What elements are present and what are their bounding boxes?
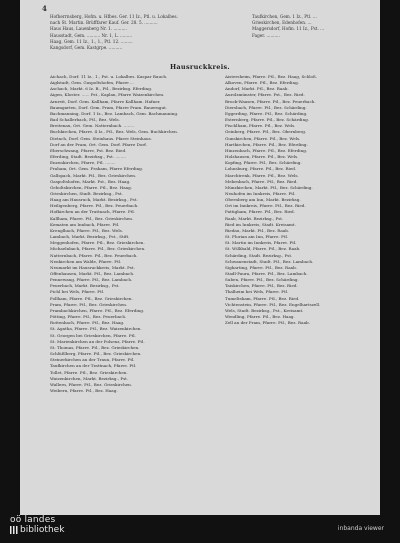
register-entry: Aistersheim, Pfarre. Ptl., Bez. Haag, Schloß. xyxy=(225,74,318,79)
register-entry: Arnreit, Dorf. Gem. Kallham, Pfarre Kallham. Hafner. xyxy=(50,98,161,104)
library-logo xyxy=(10,515,64,535)
top-entry: Hausstadt, Gem. .......... Nr. 1, L. ......... xyxy=(50,32,133,38)
register-entry: St. Florian am Inn, Pfarre. Ptl. xyxy=(225,234,289,240)
register-entry: Eferding, Stadt. Bezirksg., Pst. ........ xyxy=(50,154,126,160)
top-entry: Hofherrnsberg, Hofm. u. Hfbes. Ger. 11 Iz., Ptl. u. Lokalbes. xyxy=(50,14,178,19)
right-column xyxy=(225,74,373,326)
register-entry: Aichach, Dorf. 11 Iz., 1., Pst. u. Lokalbes. Kaspar Rauch. xyxy=(50,74,168,79)
register-entry: Enzenkirchen, Pfarre, Ptl. ........ xyxy=(50,160,116,166)
top-right-entries xyxy=(252,14,378,39)
register-entry: Wels, Stadt. Bezirksg., Pst., Kreisamt. xyxy=(225,307,304,313)
register-entry: Eggerding, Pfarre. Ptl., Bez. Schärding. xyxy=(225,110,308,116)
register-entry: Baumgarten, Dorf. Gem. Pram, Pfarre Pram. Bauerngut. xyxy=(50,104,168,110)
register-entry: Eberschwang, Pfarre, Pst. Bez. Ried. xyxy=(50,147,127,153)
register-entry: Weibern, Pfarre. Ptl., Bez. Haag. xyxy=(50,387,118,393)
register-entry: Krenglbach, Pfarre. Ptl., Bez. Wels. xyxy=(50,227,124,233)
top-entry: Maggersdorf, Hofm. 11 Iz., Pst. ... xyxy=(252,26,325,32)
register-entry: Lambach, Markt. Bezirksg., Pst., Stift. xyxy=(50,234,130,240)
register-entry: Lohnsburg, Pfarre. Ptl., Bez. Ried. xyxy=(225,166,297,172)
register-entry: Raab, Markt. Bezirksg., Pst. xyxy=(225,215,284,221)
register-entry: Kematen am Innbach, Pfarre. Ptl. xyxy=(50,221,120,227)
register-entry: Bruck-Waasen, Pfarre. Ptl., Bez. Peuerbach. xyxy=(225,98,316,104)
register-entry: Ried im Innkreis, Stadt. Kreisamt. xyxy=(225,221,296,227)
register-entry: Offenhausen, Markt. Ptl., Bez. Lambach. xyxy=(50,271,135,276)
register-entry: Alkoven, Pfarre. Ptl., Bez. Eferding. xyxy=(225,80,300,86)
register-entry: Pollham, Pfarre. Ptl., Bez. Grieskirchen. xyxy=(50,295,133,301)
register-entry: Bachmanning, Dorf. 1 Iz., Bez. Lambach, Gem. Bachmanning. xyxy=(50,110,179,116)
register-entry: Hartkirchen, Pfarre. Ptl., Bez. Eferding. xyxy=(225,141,308,147)
register-entry: Breitenau, Ort. Gem. Natternbach. ........ xyxy=(50,123,135,129)
register-entry: Neumarkt im Hausruckkreis, Markt. Pst. xyxy=(50,264,135,270)
register-entry: Pram, Pfarre. Ptl., Bez. Grieskirchen. xyxy=(50,301,128,307)
register-entry: Grieskirchen, Stadt. Bezirksg., Pst. xyxy=(50,190,123,196)
register-entry: Dietach, Dorf. Gem. Steinhaus. Pfarre Steinhaus. xyxy=(50,135,153,141)
register-entry: Obernberg am Inn, Markt. Bezirksg. xyxy=(225,197,301,203)
register-entry: Peuerbach, Markt. Bezirksg., Pst. xyxy=(50,283,120,289)
register-entry: Buchkirchen, Pfarre. 4 Iz., Ptl., Bez. Wels, Gem. Buchkirchen. xyxy=(50,129,179,135)
logo-mark-icon xyxy=(10,526,18,534)
top-entry: Fager. .......... xyxy=(252,32,280,38)
register-entry: Gunskirchen, Pfarre. Ptl., Bez. Wels. xyxy=(225,135,301,141)
register-entry: Neukirchen am Walde, Pfarre. Ptl. xyxy=(50,258,122,264)
register-entry: Wallern, Pfarre. Ptl., Bez. Grieskirchen. xyxy=(50,381,133,387)
register-entry: St. Martin im Innkreis, Pfarre. Ptl. xyxy=(225,240,297,246)
register-entry: Steinerkirchen an der Traun, Pfarre. Ptl. xyxy=(50,357,135,363)
top-entry: Grieskirchen, Edenhofen. ... xyxy=(252,20,312,26)
register-entry: Thalheim bei Wels, Pfarre. Ptl. xyxy=(225,289,289,295)
register-entry: Suben, Pfarre. Ptl., Bez. Schärding. xyxy=(225,277,299,283)
register-entry: Marchtrenk, Pfarre. Ptl., Bez. Wels. xyxy=(225,172,299,178)
register-entry: Schwanenstadt, Stadt. Ptl., Bez. Lambach. xyxy=(225,258,314,264)
register-entry: Diersbach, Pfarre. Ptl., Bez. Schärding. xyxy=(225,104,307,110)
top-entry: nach St. Martin. Brüfffarer Kauf. Ger. 28. 5. .......... xyxy=(50,20,158,26)
register-entry: Tumeltsham, Pfarre. Ptl., Bez. Ried. xyxy=(225,295,300,301)
register-entry: Kopfing, Pfarre. Ptl., Bez. Schärding. xyxy=(225,160,302,166)
register-entry: Wendling, Pfarre. Ptl., Bez. Haag. xyxy=(225,314,295,320)
register-entry: Rottenbach, Pfarre. Ptl., Bez. Haag. xyxy=(50,320,125,326)
register-entry: Neuhofen im Innkreis, Pfarre. Ptl. xyxy=(225,190,296,196)
register-entry: Stadl-Paura, Pfarre. Ptl., Bez. Lambach. xyxy=(225,271,308,276)
register-entry: Aurolzmünster, Pfarre. Pst., Bez. Ried. xyxy=(225,92,305,98)
register-entry: Taiskirchen, Pfarre. Ptl., Bez. Ried. xyxy=(225,283,298,289)
document-page xyxy=(20,0,380,515)
register-entry: Holzhausen, Pfarre. Ptl., Bez. Wels. xyxy=(225,154,299,160)
register-entry: St. Agatha, Pfarre. Ptl., Bez. Waizenkirchen. xyxy=(50,326,142,332)
register-entry: Meggenhofen, Pfarre. Ptl., Bez. Grieskirchen. xyxy=(50,240,145,246)
top-entry: Kangsdorf, Gem. Kastgrpe. .......... xyxy=(50,45,123,51)
register-entry: Sigharting, Pfarre. Ptl., Bez. Raab. xyxy=(225,264,298,270)
register-entry: Gaspoltshofen, Markt. Pst., Bez. Haag. xyxy=(50,178,131,184)
logo-line2-wrap xyxy=(10,525,64,535)
register-entry: Esternberg, Pfarre. Ptl., Bez. Schärding. xyxy=(225,117,310,123)
register-entry: Haag am Hausruck, Markt. Bezirksg., Pst. xyxy=(50,197,138,203)
register-entry: Prambachkirchen, Pfarre. Ptl., Bez. Eferding. xyxy=(50,307,145,313)
logo-line2: bibliothek xyxy=(20,525,65,535)
left-column xyxy=(50,74,200,394)
logo-line1: oö landes xyxy=(10,515,56,525)
register-entry: Münzkirchen, Markt. Ptl., Bez. Schärding. xyxy=(225,184,313,190)
register-entry: Fraham, Ort. Gem. Fraham, Pfarre Eferding. xyxy=(50,166,144,172)
register-entry: Taufkirchen an der Trattnach, Pfarre. Ptl. xyxy=(50,363,137,369)
register-entry: Schlüßlberg, Pfarre. Ptl., Bez. Grieskirchen. xyxy=(50,351,142,357)
register-entry: Tollet, Pfarre. Ptl., Bez. Grieskirchen. xyxy=(50,369,128,375)
viewer-credit: inbanda viewer xyxy=(337,525,384,532)
register-entry: Pötting, Pfarre. Ptl., Bez. Peuerbach. xyxy=(50,314,127,320)
page-number: 4 xyxy=(42,4,47,13)
register-entry: Geboltskirchen, Pfarre. Ptl., Bez. Haag. xyxy=(50,184,132,190)
register-entry: Gallspach, Markt. Ptl., Bez. Grieskirchen. xyxy=(50,172,137,178)
register-entry: Michaelnbach, Pfarre. Ptl., Bez. Grieskirchen. xyxy=(50,246,146,252)
register-entry: Fischlham, Pfarre. Ptl., Bez. Wels. xyxy=(225,123,296,129)
register-entry: Hinzenbach, Pfarre. Ptl., Bez. Eferding. xyxy=(225,147,308,153)
register-entry: Ort im Innkreis, Pfarre. Ptl., Bez. Ried. xyxy=(225,203,306,209)
register-entry: Andorf, Markt. Ptl., Bez. Raab. xyxy=(225,86,289,92)
register-entry: Schärding, Stadt. Bezirksg., Pst. xyxy=(225,252,293,258)
register-entry: Aschach, Markt. 6 Iz. B., Ptl., Bezirksg. Eferding. xyxy=(50,86,153,92)
top-entry: Taufkirchen, Gem. 1 Iz., Ptl. ... xyxy=(252,14,317,19)
top-left-entries xyxy=(50,14,210,51)
register-entry: Kallham, Pfarre. Ptl., Bez. Grieskirchen. xyxy=(50,215,134,221)
register-entry: Aiglstadt, Gem. Gaspoltshofen, Pfarre ... xyxy=(50,80,134,86)
register-entry: Natternbach, Pfarre. Ptl., Bez. Peuerbach. xyxy=(50,252,138,258)
register-entry: Pennewang, Pfarre. Ptl., Bez. Lambach. xyxy=(50,277,133,283)
register-entry: Geinberg, Pfarre. Ptl., Bez. Obernberg. xyxy=(225,129,307,135)
register-entry: Mehrnbach, Pfarre. Ptl., Bez. Ried. xyxy=(225,178,298,184)
register-entry: St. Georgen bei Grieskirchen, Pfarre. Ptl. xyxy=(50,332,136,338)
top-entry: Haag, Gem. 11 Iz., 1., 1., Ptl. 12. ......... xyxy=(50,38,133,44)
register-entry: Vichtenstein, Pfarre. Ptl., Bez. Engelhartszell. xyxy=(225,301,321,307)
register-entry: Pichl bei Wels, Pfarre. Ptl. xyxy=(50,289,105,295)
register-entry: St. Thomas, Pfarre. Ptl., Bez. Grieskirchen. xyxy=(50,344,140,350)
register-entry: Hofkirchen an der Trattnach, Pfarre. Ptl. xyxy=(50,209,135,215)
register-entry: Pattigham, Pfarre. Ptl., Bez. Ried. xyxy=(225,209,295,215)
register-entry: St. Marienkirchen an der Polsenz, Pfarre. Ptl. xyxy=(50,338,145,344)
register-entry: St. Willibald, Pfarre. Ptl., Bez. Raab. xyxy=(225,246,301,252)
register-entry: Bad Schallerbach, Ptl., Bez. Wels. xyxy=(50,117,120,123)
viewer-footer xyxy=(0,515,400,543)
register-entry: Riedau, Markt. Ptl., Bez. Raab. xyxy=(225,227,290,233)
register-entry: Dorf an der Pram, Ort. Gem. Dorf. Pfarre Dorf. xyxy=(50,141,147,147)
register-entry: Waizenkirchen, Markt. Bezirksg., Pst. xyxy=(50,375,129,381)
register-entry: Zell an der Pram, Pfarre. Ptl., Bez. Raab. xyxy=(225,320,310,326)
top-entry: Haus Haus, Lauenberg Nr. 1. .......... xyxy=(50,26,127,32)
register-entry: Heiligenberg, Pfarre. Ptl., Bez. Peuerbach. xyxy=(50,203,139,209)
section-heading: Hausruckkreis. xyxy=(169,63,230,71)
register-entry: Aigen, Kloster. ...... Pst., Kaplan, Pfarre Waizenkirchen. xyxy=(50,92,165,98)
